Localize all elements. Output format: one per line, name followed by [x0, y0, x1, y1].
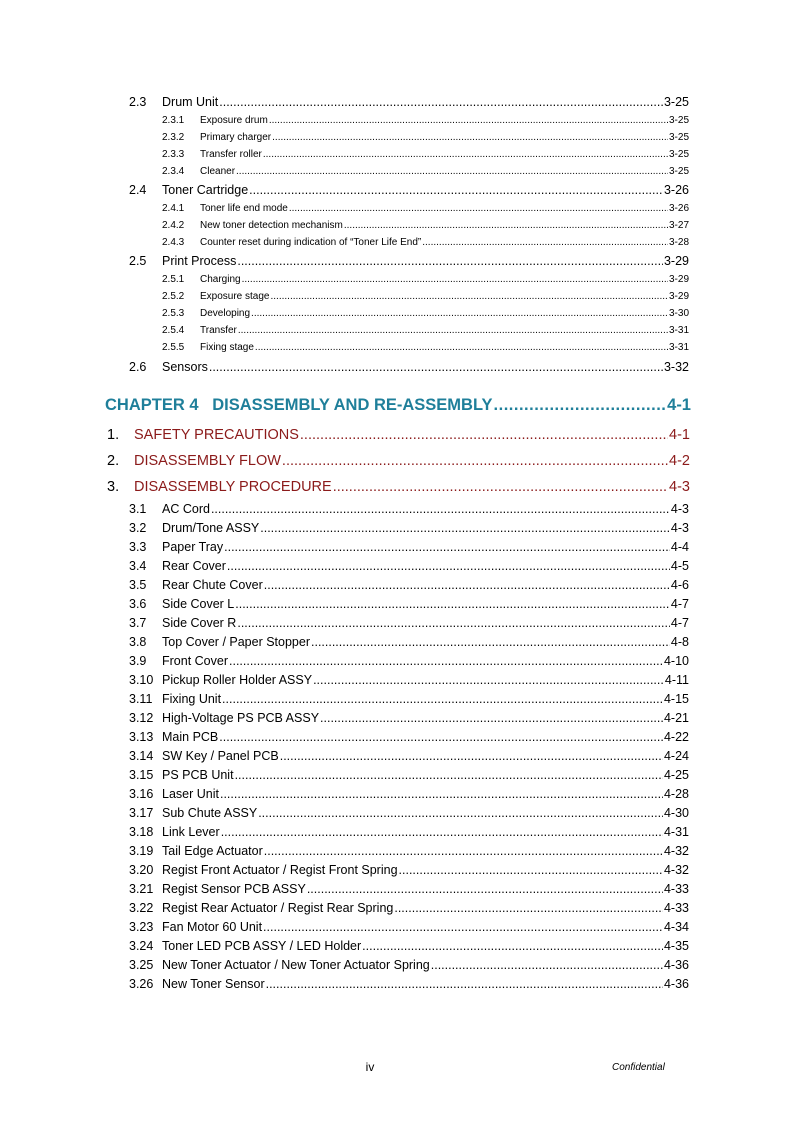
toc-entry-3-1[interactable] [129, 502, 689, 516]
dot-leader [249, 183, 663, 197]
entry-number: 3.14 [129, 749, 154, 763]
toc-entry-2-4[interactable] [129, 183, 689, 197]
entry-page: 3-31 [668, 342, 689, 353]
dot-leader [222, 692, 663, 706]
toc-entry-3-16[interactable] [129, 787, 689, 801]
entry-page: 4-22 [663, 730, 689, 744]
dot-leader [237, 616, 670, 630]
dot-leader [271, 291, 668, 302]
chapter-page: 4-1 [667, 396, 691, 414]
entry-page: 4-4 [670, 540, 689, 554]
entry-title: Transfer roller [200, 149, 262, 160]
dot-leader [235, 597, 670, 611]
entry-title: Rear Chute Cover [162, 578, 263, 592]
dot-leader [399, 863, 663, 877]
entry-number: 2.4.2 [162, 220, 185, 231]
entry-number: 3.5 [129, 578, 147, 592]
toc-entry-3-11[interactable] [129, 692, 689, 706]
toc-entry-2-4-3[interactable] [162, 237, 689, 248]
toc-section-3[interactable] [107, 479, 690, 495]
dot-leader [344, 220, 668, 231]
entry-number: 3.19 [129, 844, 154, 858]
entry-page: 4-8 [670, 635, 689, 649]
dot-leader [263, 920, 663, 934]
entry-title: Paper Tray [162, 540, 224, 554]
toc-entry-3-2[interactable] [129, 521, 689, 535]
entry-title: Regist Rear Actuator / Regist Rear Spring [162, 901, 394, 915]
toc-entry-2-5[interactable] [129, 254, 689, 268]
dot-leader [311, 635, 670, 649]
entry-title: Toner life end mode [200, 203, 288, 214]
section-number: 2. [107, 453, 120, 469]
entry-title: High-Voltage PS PCB ASSY [162, 711, 320, 725]
entry-page: 4-3 [670, 521, 689, 535]
dot-leader [431, 958, 663, 972]
toc-entry-3-24[interactable] [129, 939, 689, 953]
dot-leader [251, 308, 668, 319]
entry-page: 4-36 [663, 958, 689, 972]
dot-leader [238, 325, 668, 336]
dot-leader [242, 274, 668, 285]
entry-page: 3-26 [668, 203, 689, 214]
section-number: 3. [107, 479, 120, 495]
dot-leader [224, 540, 670, 554]
dot-leader [307, 882, 663, 896]
entry-page: 4-34 [663, 920, 689, 934]
toc-entry-2-4-2[interactable] [162, 220, 689, 231]
entry-number: 3.12 [129, 711, 154, 725]
toc-entry-3-5[interactable] [129, 578, 689, 592]
entry-title: Side Cover L [162, 597, 235, 611]
footer-page-number: iv [365, 1060, 375, 1074]
toc-entry-3-9[interactable] [129, 654, 689, 668]
entry-number: 3.16 [129, 787, 154, 801]
entry-page: 3-28 [668, 237, 689, 248]
dot-leader [237, 254, 663, 268]
entry-number: 3.26 [129, 977, 154, 991]
toc-entry-3-3[interactable] [129, 540, 689, 554]
entry-number: 3.24 [129, 939, 154, 953]
entry-page: 4-32 [663, 844, 689, 858]
entry-page: 3-25 [668, 166, 689, 177]
entry-page: 3-25 [668, 132, 689, 143]
entry-page: 4-11 [664, 673, 689, 687]
dot-leader [220, 787, 663, 801]
chapter-title: CHAPTER 4 DISASSEMBLY AND RE-ASSEMBLY [105, 396, 493, 414]
dot-leader [494, 396, 667, 415]
entry-page: 4-15 [663, 692, 689, 706]
entry-title: Primary charger [200, 132, 272, 143]
entry-page: 4-6 [670, 578, 689, 592]
entry-page: 4-33 [663, 901, 689, 915]
entry-number: 3.22 [129, 901, 154, 915]
entry-page: 4-10 [663, 654, 689, 668]
entry-title: Drum Unit [162, 95, 219, 109]
toc-entry-3-7[interactable] [129, 616, 689, 630]
toc-entry-2-4-1[interactable] [162, 203, 689, 214]
entry-number: 2.5 [129, 254, 147, 268]
entry-title: Regist Front Actuator / Regist Front Spring [162, 863, 398, 877]
toc-entry-3-20[interactable] [129, 863, 689, 877]
entry-page: 4-32 [663, 863, 689, 877]
entry-number: 2.5.3 [162, 308, 185, 319]
footer-confidential: Confidential [612, 1062, 665, 1073]
entry-title: PS PCB Unit [162, 768, 234, 782]
entry-page: 4-31 [663, 825, 689, 839]
entry-title: Rear Cover [162, 559, 226, 573]
toc-entry-3-15[interactable] [129, 768, 689, 782]
entry-title: Developing [200, 308, 251, 319]
toc-entry-3-8[interactable] [129, 635, 689, 649]
entry-title: SW Key / Panel PCB [162, 749, 279, 763]
section-page: 4-1 [669, 427, 690, 443]
entry-page: 3-25 [668, 149, 689, 160]
entry-title: Print Process [162, 254, 237, 268]
dot-leader [255, 342, 668, 353]
entry-title: Front Cover [162, 654, 228, 668]
section-page: 4-2 [669, 453, 690, 469]
entry-page: 4-36 [663, 977, 689, 991]
entry-number: 2.3 [129, 95, 147, 109]
entry-page: 4-35 [663, 939, 689, 953]
toc-entry-3-10[interactable] [129, 673, 689, 687]
entry-title: Link Lever [162, 825, 220, 839]
entry-title: Fan Motor 60 Unit [162, 920, 263, 934]
toc-entry-3-17[interactable] [129, 806, 689, 820]
entry-page: 4-25 [663, 768, 689, 782]
entry-title: Sensors [162, 360, 208, 374]
toc-entry-3-21[interactable] [129, 882, 689, 896]
toc-entry-3-22[interactable] [129, 901, 689, 915]
entry-number: 3.2 [129, 521, 147, 535]
entry-title: Main PCB [162, 730, 219, 744]
dot-leader [313, 673, 664, 687]
entry-number: 2.5.2 [162, 291, 185, 302]
entry-page: 4-30 [663, 806, 689, 820]
toc-entry-2-3-2[interactable] [162, 132, 689, 143]
entry-title: New Toner Actuator / New Toner Actuator Spring [162, 958, 430, 972]
entry-number: 3.9 [129, 654, 147, 668]
toc-entry-2-6[interactable] [129, 360, 689, 374]
entry-title: Fixing stage [200, 342, 254, 353]
entry-number: 2.5.4 [162, 325, 185, 336]
entry-number: 3.21 [129, 882, 154, 896]
entry-page: 4-7 [670, 616, 689, 630]
entry-page: 4-5 [670, 559, 689, 573]
dot-leader [258, 806, 663, 820]
entry-number: 2.3.1 [162, 115, 185, 126]
entry-title: Regist Sensor PCB ASSY [162, 882, 306, 896]
entry-number: 3.25 [129, 958, 154, 972]
toc-entry-2-3-3[interactable] [162, 149, 689, 160]
toc-entry-2-5-2[interactable] [162, 291, 689, 302]
entry-page: 3-29 [668, 274, 689, 285]
entry-title: Top Cover / Paper Stopper [162, 635, 310, 649]
entry-title: Toner Cartridge [162, 183, 249, 197]
entry-number: 2.4.1 [162, 203, 185, 214]
entry-page: 3-29 [668, 291, 689, 302]
entry-title: Exposure drum [200, 115, 268, 126]
entry-title: Exposure stage [200, 291, 270, 302]
entry-number: 3.7 [129, 616, 147, 630]
entry-title: Fixing Unit [162, 692, 222, 706]
toc-entry-2-3-4[interactable] [162, 166, 689, 177]
entry-title: Toner LED PCB ASSY / LED Holder [162, 939, 362, 953]
toc-entry-2-5-5[interactable] [162, 342, 689, 353]
entry-page: 3-32 [663, 360, 689, 374]
entry-number: 3.13 [129, 730, 154, 744]
dot-leader [269, 115, 668, 126]
entry-title: Tail Edge Actuator [162, 844, 263, 858]
dot-leader [219, 730, 663, 744]
entry-number: 3.1 [129, 502, 147, 516]
entry-number: 2.3.2 [162, 132, 185, 143]
dot-leader [260, 521, 670, 535]
entry-page: 4-21 [663, 711, 689, 725]
entry-number: 2.4.3 [162, 237, 185, 248]
entry-title: New toner detection mechanism [200, 220, 343, 231]
toc-entry-3-6[interactable] [129, 597, 689, 611]
dot-leader [221, 825, 663, 839]
toc-entry-3-18[interactable] [129, 825, 689, 839]
section-page: 4-3 [669, 479, 690, 495]
entry-number: 3.20 [129, 863, 154, 877]
entry-number: 2.3.4 [162, 166, 185, 177]
entry-page: 4-28 [663, 787, 689, 801]
dot-leader [272, 132, 668, 143]
entry-number: 3.23 [129, 920, 154, 934]
dot-leader [264, 578, 670, 592]
toc-entry-3-19[interactable] [129, 844, 689, 858]
dot-leader [280, 749, 663, 763]
toc-entry-3-12[interactable] [129, 711, 689, 725]
entry-page: 3-25 [668, 115, 689, 126]
entry-title: Drum/Tone ASSY [162, 521, 260, 535]
entry-number: 2.5.1 [162, 274, 185, 285]
entry-title: Counter reset during indication of “Toner Life End” [200, 237, 422, 248]
entry-number: 3.15 [129, 768, 154, 782]
entry-page: 3-25 [663, 95, 689, 109]
entry-title: AC Cord [162, 502, 210, 516]
section-title: SAFETY PRECAUTIONS [134, 427, 299, 443]
toc-entry-2-5-4[interactable] [162, 325, 689, 336]
entry-number: 3.10 [129, 673, 154, 687]
toc-entry-3-23[interactable] [129, 920, 689, 934]
entry-number: 2.5.5 [162, 342, 185, 353]
dot-leader [209, 360, 663, 374]
toc-entry-3-26[interactable] [129, 977, 689, 991]
dot-leader [362, 939, 663, 953]
entry-number: 3.18 [129, 825, 154, 839]
dot-leader [229, 654, 663, 668]
entry-page: 3-27 [668, 220, 689, 231]
toc-entry-2-3-1[interactable] [162, 115, 689, 126]
entry-number: 2.3.3 [162, 149, 185, 160]
section-number: 1. [107, 427, 120, 443]
dot-leader [219, 95, 663, 109]
dot-leader [266, 977, 663, 991]
entry-title: New Toner Sensor [162, 977, 265, 991]
dot-leader [263, 149, 668, 160]
toc-entry-3-14[interactable] [129, 749, 689, 763]
entry-number: 3.6 [129, 597, 147, 611]
entry-page: 3-31 [668, 325, 689, 336]
entry-number: 3.11 [129, 692, 153, 706]
entry-number: 2.6 [129, 360, 147, 374]
toc-entry-3-25[interactable] [129, 958, 689, 972]
entry-number: 2.4 [129, 183, 147, 197]
entry-page: 3-26 [663, 183, 689, 197]
chapter-heading[interactable] [105, 396, 691, 415]
toc-entry-3-4[interactable] [129, 559, 689, 573]
dot-leader [236, 166, 668, 177]
entry-title: Charging [200, 274, 241, 285]
entry-title: Transfer [200, 325, 237, 336]
dot-leader [227, 559, 670, 573]
toc-entry-3-13[interactable] [129, 730, 689, 744]
entry-page: 4-24 [663, 749, 689, 763]
toc-section-2[interactable] [107, 453, 690, 469]
dot-leader [320, 711, 663, 725]
section-title: DISASSEMBLY FLOW [134, 453, 281, 469]
entry-page: 3-30 [668, 308, 689, 319]
dot-leader [235, 768, 663, 782]
entry-number: 3.17 [129, 806, 154, 820]
dot-leader [300, 427, 668, 443]
entry-title: Cleaner [200, 166, 236, 177]
entry-number: 3.4 [129, 559, 147, 573]
dot-leader [333, 479, 668, 495]
toc-entry-2-3[interactable] [129, 95, 689, 109]
entry-title: Laser Unit [162, 787, 219, 801]
toc-entry-2-5-1[interactable] [162, 274, 689, 285]
dot-leader [394, 901, 663, 915]
dot-leader [264, 844, 663, 858]
entry-page: 4-33 [663, 882, 689, 896]
entry-number: 3.8 [129, 635, 147, 649]
entry-title: Pickup Roller Holder ASSY [162, 673, 313, 687]
dot-leader [289, 203, 668, 214]
dot-leader [422, 237, 668, 248]
entry-number: 3.3 [129, 540, 147, 554]
section-title: DISASSEMBLY PROCEDURE [134, 479, 332, 495]
dot-leader [211, 502, 670, 516]
toc-section-1[interactable] [107, 427, 690, 443]
entry-page: 4-3 [670, 502, 689, 516]
entry-title: Sub Chute ASSY [162, 806, 258, 820]
entry-page: 4-7 [670, 597, 689, 611]
toc-entry-2-5-3[interactable] [162, 308, 689, 319]
dot-leader [282, 453, 668, 469]
entry-title: Side Cover R [162, 616, 237, 630]
entry-page: 3-29 [663, 254, 689, 268]
